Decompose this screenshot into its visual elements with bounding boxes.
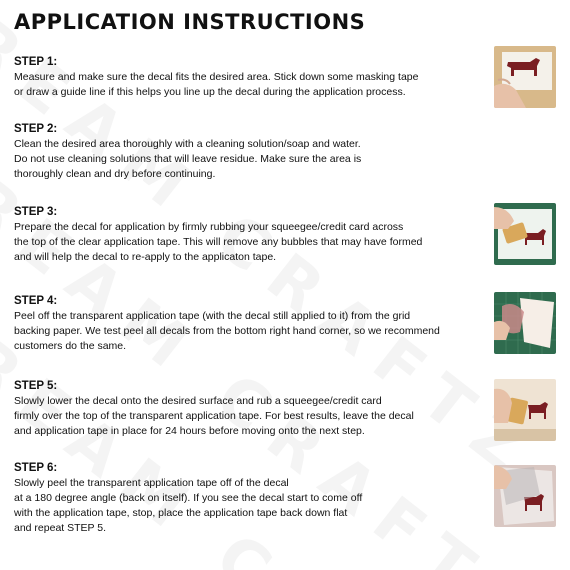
- step-6: [14, 462, 484, 536]
- step-3-photo: [494, 203, 556, 265]
- peeling-tape-at-angle-photo: [494, 465, 556, 527]
- step-6-photo: [494, 465, 556, 527]
- step-2: [14, 123, 484, 182]
- step-4-photo: [494, 292, 556, 354]
- step-1-photo: [494, 46, 556, 108]
- step-heading: STEP 5:: [14, 380, 58, 392]
- step-body: Peel off the transparent application tape (with the decal still applied to it) from the grid backing paper. We test peel all decals from the bottom right hand corner, so we recommend customers do the same.: [14, 310, 440, 352]
- step-5: [14, 380, 484, 439]
- step-heading: STEP 4:: [14, 295, 58, 307]
- page-title: APPLICATION INSTRUCTIONS: [14, 10, 366, 34]
- step-body: Clean the desired area thoroughly with a cleaning solution/soap and water. Do not use cleaning solutions that will leave residue. Make sure the area is thoroughly clean and dry before continuing.: [14, 138, 362, 180]
- hand-holding-cow-decal-photo: [494, 46, 556, 108]
- step-heading: STEP 6:: [14, 462, 58, 474]
- squeegee-on-surface-photo: [494, 379, 556, 441]
- step-3: [14, 206, 484, 265]
- step-1: [14, 56, 484, 100]
- peeling-tape-from-backing-photo: [494, 292, 556, 354]
- step-body: Prepare the decal for application by firmly rubbing your squeegee/credit card across the top of the clear application tape. This will remove any bubbles that may have formed and will help the decal to re-apply to the applicaton tape.: [14, 221, 423, 263]
- step-heading: STEP 2:: [14, 123, 58, 135]
- step-body: Measure and make sure the decal fits the desired area. Stick down some masking tape or draw a guide line if this helps you line up the decal during the application process.: [14, 71, 419, 98]
- step-4: [14, 295, 484, 354]
- step-heading: STEP 1:: [14, 56, 58, 68]
- step-heading: STEP 3:: [14, 206, 58, 218]
- step-body: Slowly lower the decal onto the desired surface and rub a squeegee/credit card firmly over the top of the transparent application tape. For best results, leave the decal and application tape in place for 24 hours before moving onto the next step.: [14, 395, 414, 437]
- squeegee-rubbing-decal-photo: [494, 203, 556, 265]
- step-body: Slowly peel the transparent application tape off of the decal at a 180 degree angle (back on itself). If you see the decal start to come off with the application tape, stop, place the application tape back down flat and repeat STEP 5.: [14, 477, 363, 534]
- step-5-photo: [494, 379, 556, 441]
